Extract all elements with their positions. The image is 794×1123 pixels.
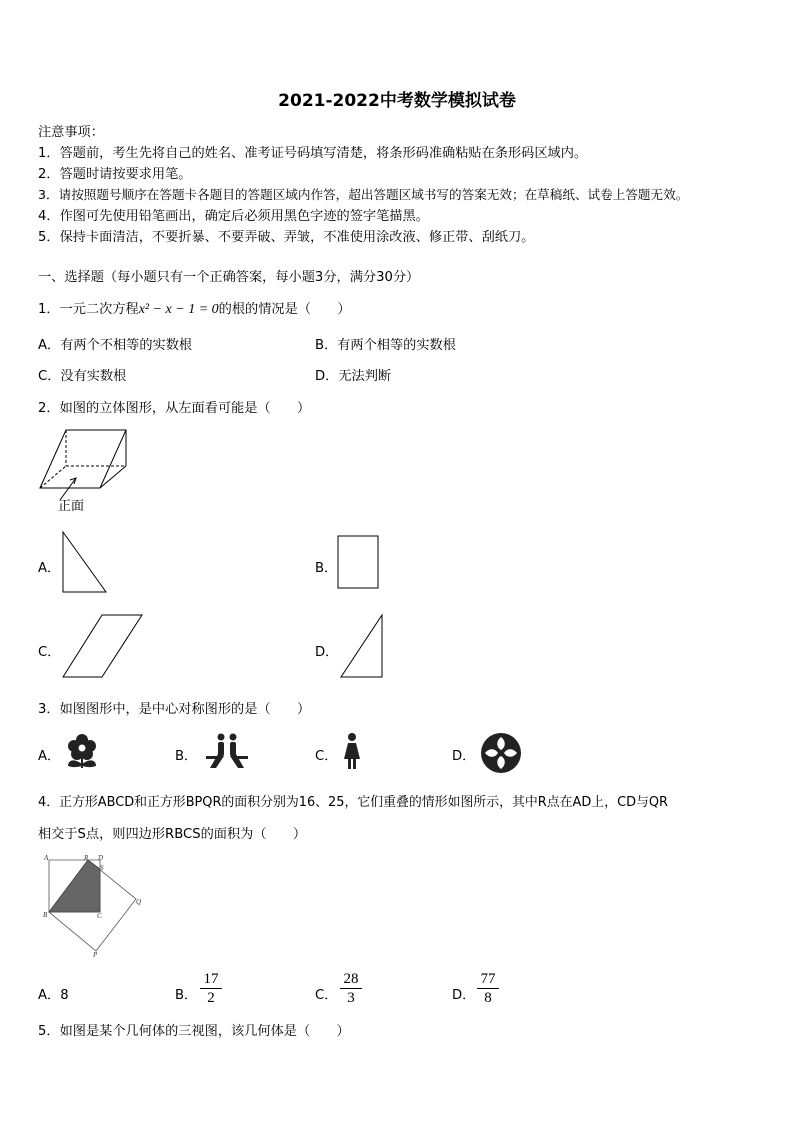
q3-label-d: D．: [452, 749, 476, 764]
q3-label-a: A．: [38, 749, 61, 764]
label-c: C: [97, 912, 102, 920]
label-r: R: [84, 854, 89, 862]
squares-figure: [40, 854, 150, 958]
q4-c-numerator: 28: [340, 970, 362, 989]
q1-option-d: D．无法判断: [315, 369, 392, 384]
q1-suffix: 的根的情况是（ ）: [218, 302, 351, 317]
notes-heading: 注意事项：: [38, 125, 104, 140]
q4-fraction-b: [200, 970, 222, 1007]
question-3: 3．如图图形中，是中心对称图形的是（ ）: [38, 702, 311, 717]
q1-option-b: B．有两个相等的实数根: [315, 338, 456, 353]
flower-icon[interactable]: [62, 732, 102, 772]
note-item-2: 2．答题时请按要求用笔。: [38, 167, 192, 182]
q2-option-c-parallelogram[interactable]: [60, 613, 146, 681]
q2-label-c: C．: [38, 645, 61, 660]
section-heading: 一、选择题（每小题只有一个正确答案，每小题3分，满分30分）: [38, 270, 420, 285]
question-4-line-1: 4．正方形ABCD和正方形BPQR的面积分别为16、25，它们重叠的情形如图所示，其中R点在AD上，CD与QR: [38, 795, 668, 810]
label-s: S: [100, 864, 104, 872]
q4-label-d: D．: [452, 988, 476, 1003]
q3-label-b: B．: [175, 749, 198, 764]
q1-equation: x² − x − 1 = 0: [138, 302, 219, 317]
q1-option-a: A．有两个不相等的实数根: [38, 338, 193, 353]
q2-label-b: B．: [315, 561, 338, 576]
q4-fraction-d: [477, 970, 499, 1007]
q4-b-denominator: 2: [207, 990, 215, 1006]
q2-option-d-triangle[interactable]: [338, 613, 386, 681]
note-item-5: 5．保持卡面清洁，不要折暴、不要弄破、弄皱，不准使用涂改液、修正带、刮纸刀。: [38, 230, 535, 245]
q4-b-numerator: 17: [200, 970, 222, 989]
q2-label-a: A．: [38, 561, 61, 576]
question-4-line-2: 相交于S点，则四边形RBCS的面积为（ ）: [38, 827, 307, 842]
q2-label-d: D．: [315, 645, 339, 660]
q4-label-c: C．: [315, 988, 338, 1003]
q3-label-c: C．: [315, 749, 338, 764]
q4-d-numerator: 77: [477, 970, 499, 989]
front-label: 正面: [58, 498, 85, 513]
q4-fraction-c: [340, 970, 362, 1007]
label-a: A: [44, 854, 49, 862]
note-item-3: 3．请按照题号顺序在答题卡各题目的答题区域内作答，超出答题区域书写的答案无效；在草稿纸、试卷上答题无效。: [38, 187, 689, 202]
question-2: 2．如图的立体图形，从左面看可能是（ ）: [38, 401, 311, 416]
woman-figure-icon[interactable]: [340, 732, 364, 772]
q4-d-denominator: 8: [484, 990, 492, 1006]
people-sitting-icon[interactable]: [202, 732, 252, 772]
q4-c-denominator: 3: [347, 990, 355, 1006]
q4-option-a: A．8: [38, 988, 69, 1003]
q1-option-c: C．没有实数根: [38, 369, 127, 384]
circle-x-icon[interactable]: [479, 731, 523, 775]
label-p: P: [93, 951, 98, 959]
q2-option-a-triangle[interactable]: [60, 530, 110, 596]
label-b: B: [43, 911, 48, 919]
label-q: Q: [136, 898, 142, 906]
page-title: 2021-2022中考数学模拟试卷: [278, 91, 516, 111]
q4-label-b: B．: [175, 988, 198, 1003]
note-item-4: 4．作图可先使用铅笔画出，确定后必须用黑色字迹的签字笔描黑。: [38, 209, 429, 224]
question-5: 5．如图是某个几何体的三视图，该几何体是（ ）: [38, 1024, 350, 1039]
note-item-1: 1．答题前，考生先将自己的姓名、准考证号码填写清楚，将条形码准确粘贴在条形码区域内。: [38, 146, 588, 161]
label-d: D: [98, 854, 104, 862]
question-1: [38, 298, 351, 318]
q2-option-b-rectangle[interactable]: [336, 534, 382, 590]
q1-prefix: 1．一元二次方程: [38, 302, 139, 317]
